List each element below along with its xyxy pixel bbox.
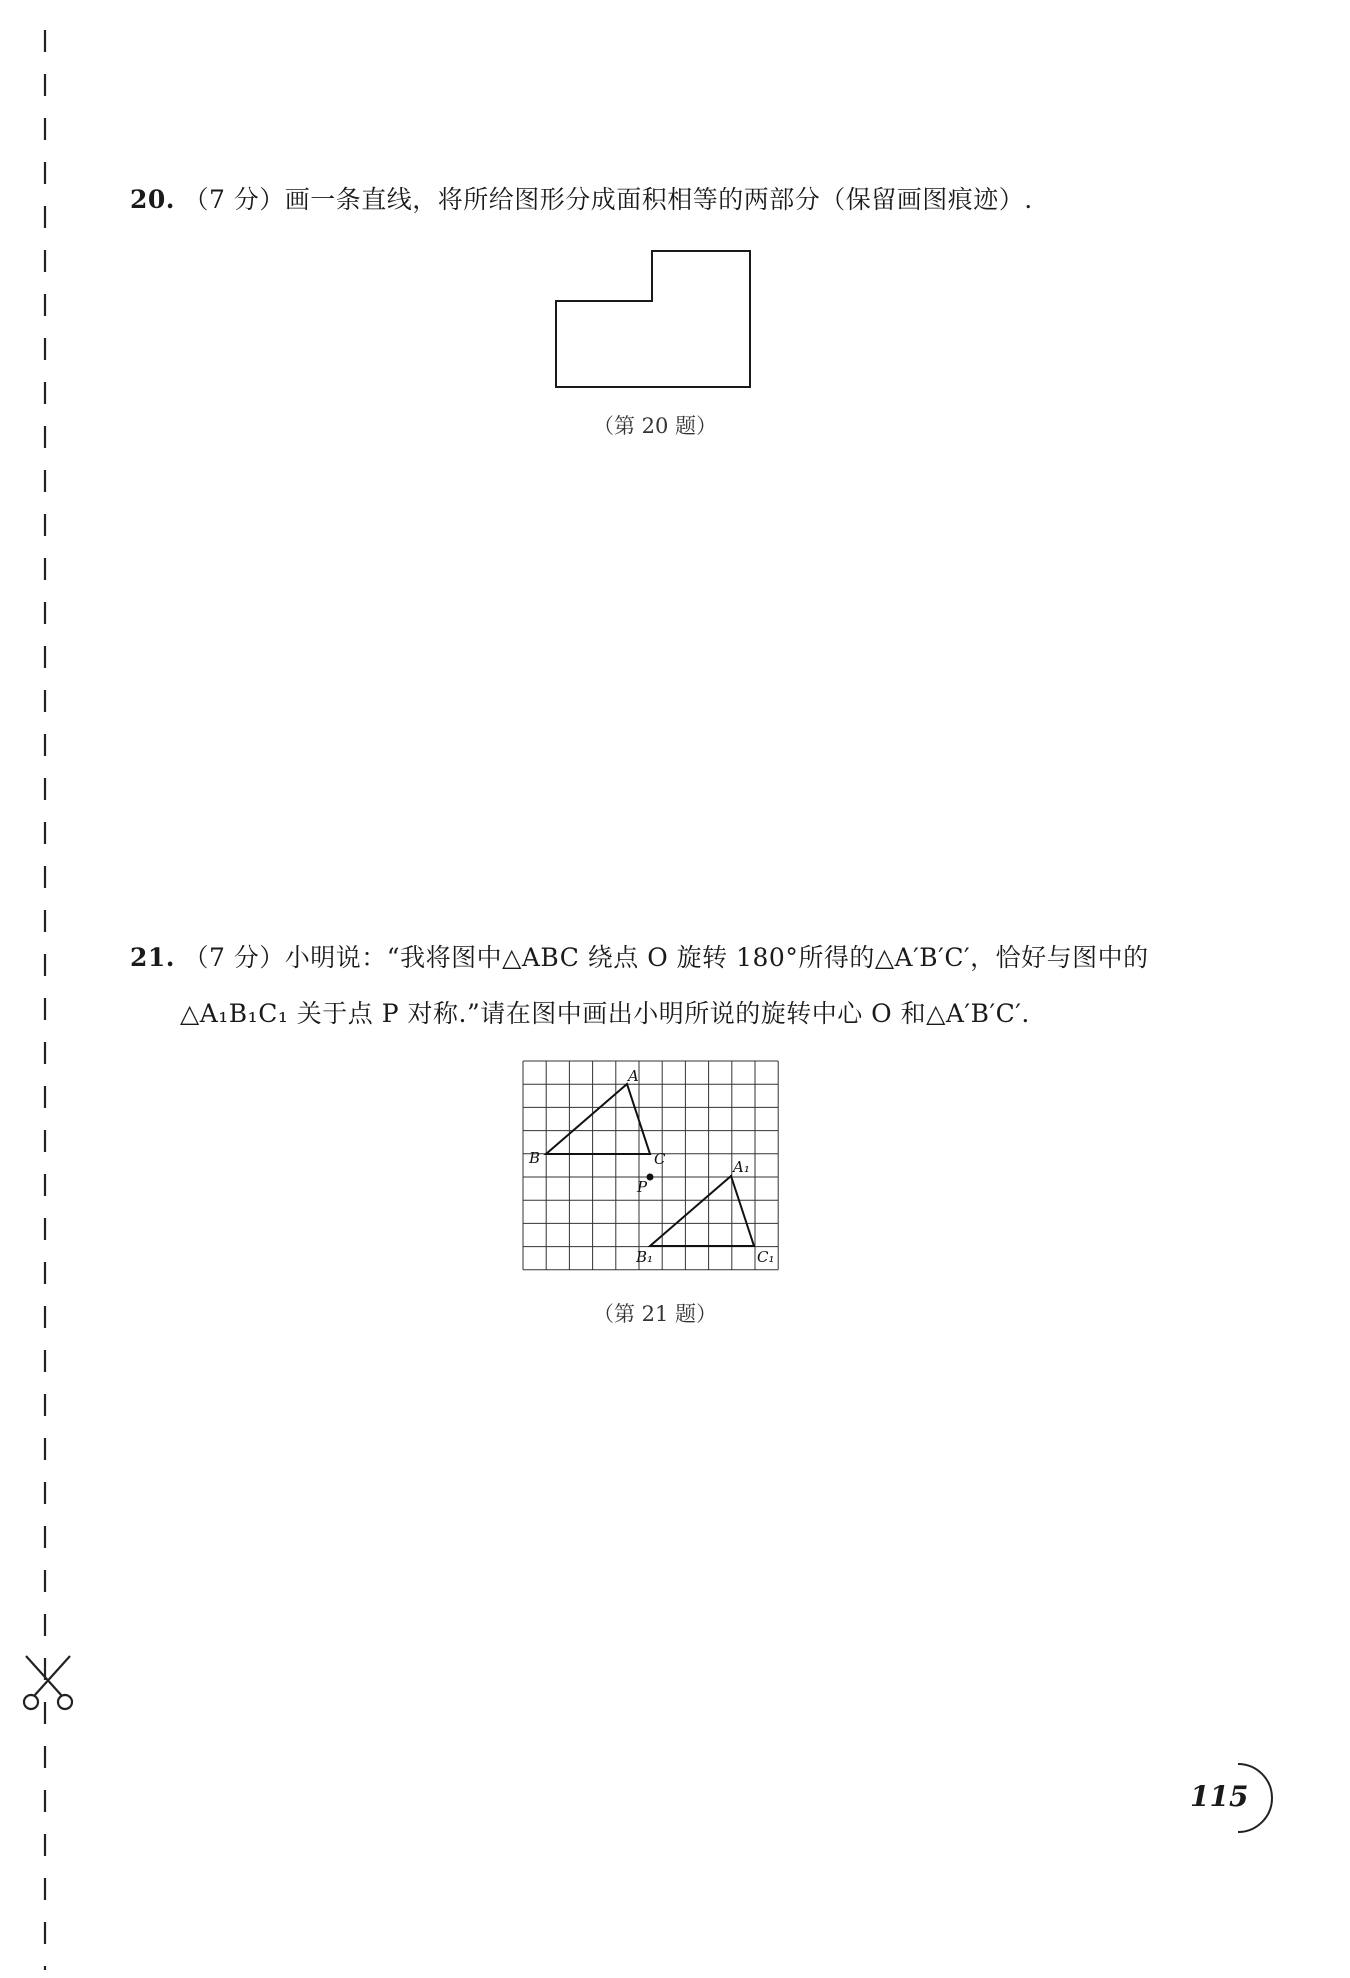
question-20-text: （7 分）画一条直线，将所给图形分成面积相等的两部分（保留画图痕迹）. xyxy=(183,185,1033,214)
figure-20-l-shape xyxy=(554,249,754,391)
triangle-a1b1c1 xyxy=(650,1176,754,1246)
label-a1: A₁ xyxy=(733,1158,750,1176)
figure-20-caption: （第 20 题） xyxy=(592,414,718,438)
label-a: A xyxy=(628,1067,639,1085)
point-p xyxy=(647,1174,654,1181)
label-p: P xyxy=(637,1178,648,1196)
label-b1: B₁ xyxy=(636,1248,654,1266)
question-21 xyxy=(130,930,1230,1042)
triangle-abc xyxy=(546,1084,650,1154)
question-21-text-1: （7 分）小明说：“我将图中△ABC 绕点 O 旋转 180°所得的△A′B′C′，恰好与图中的 xyxy=(183,943,1149,972)
question-21-number: 21. xyxy=(130,943,175,972)
question-21-line-2: △A₁B₁C₁ 关于点 P 对称.”请在图中画出小明所说的旋转中心 O 和△A′B′C′. xyxy=(180,999,1030,1028)
question-21-line-1 xyxy=(130,930,1230,986)
question-20 xyxy=(130,172,1033,228)
label-c: C xyxy=(654,1150,666,1168)
page-number-text: 115 xyxy=(1190,1780,1249,1813)
page-number xyxy=(1180,1758,1280,1838)
figure-21-caption: （第 21 题） xyxy=(592,1302,718,1326)
question-20-number: 20. xyxy=(130,185,175,214)
figure-21-grid xyxy=(521,1054,789,1276)
label-c1: C₁ xyxy=(757,1248,775,1266)
scissors-icon xyxy=(18,1652,78,1712)
label-b: B xyxy=(529,1149,541,1167)
